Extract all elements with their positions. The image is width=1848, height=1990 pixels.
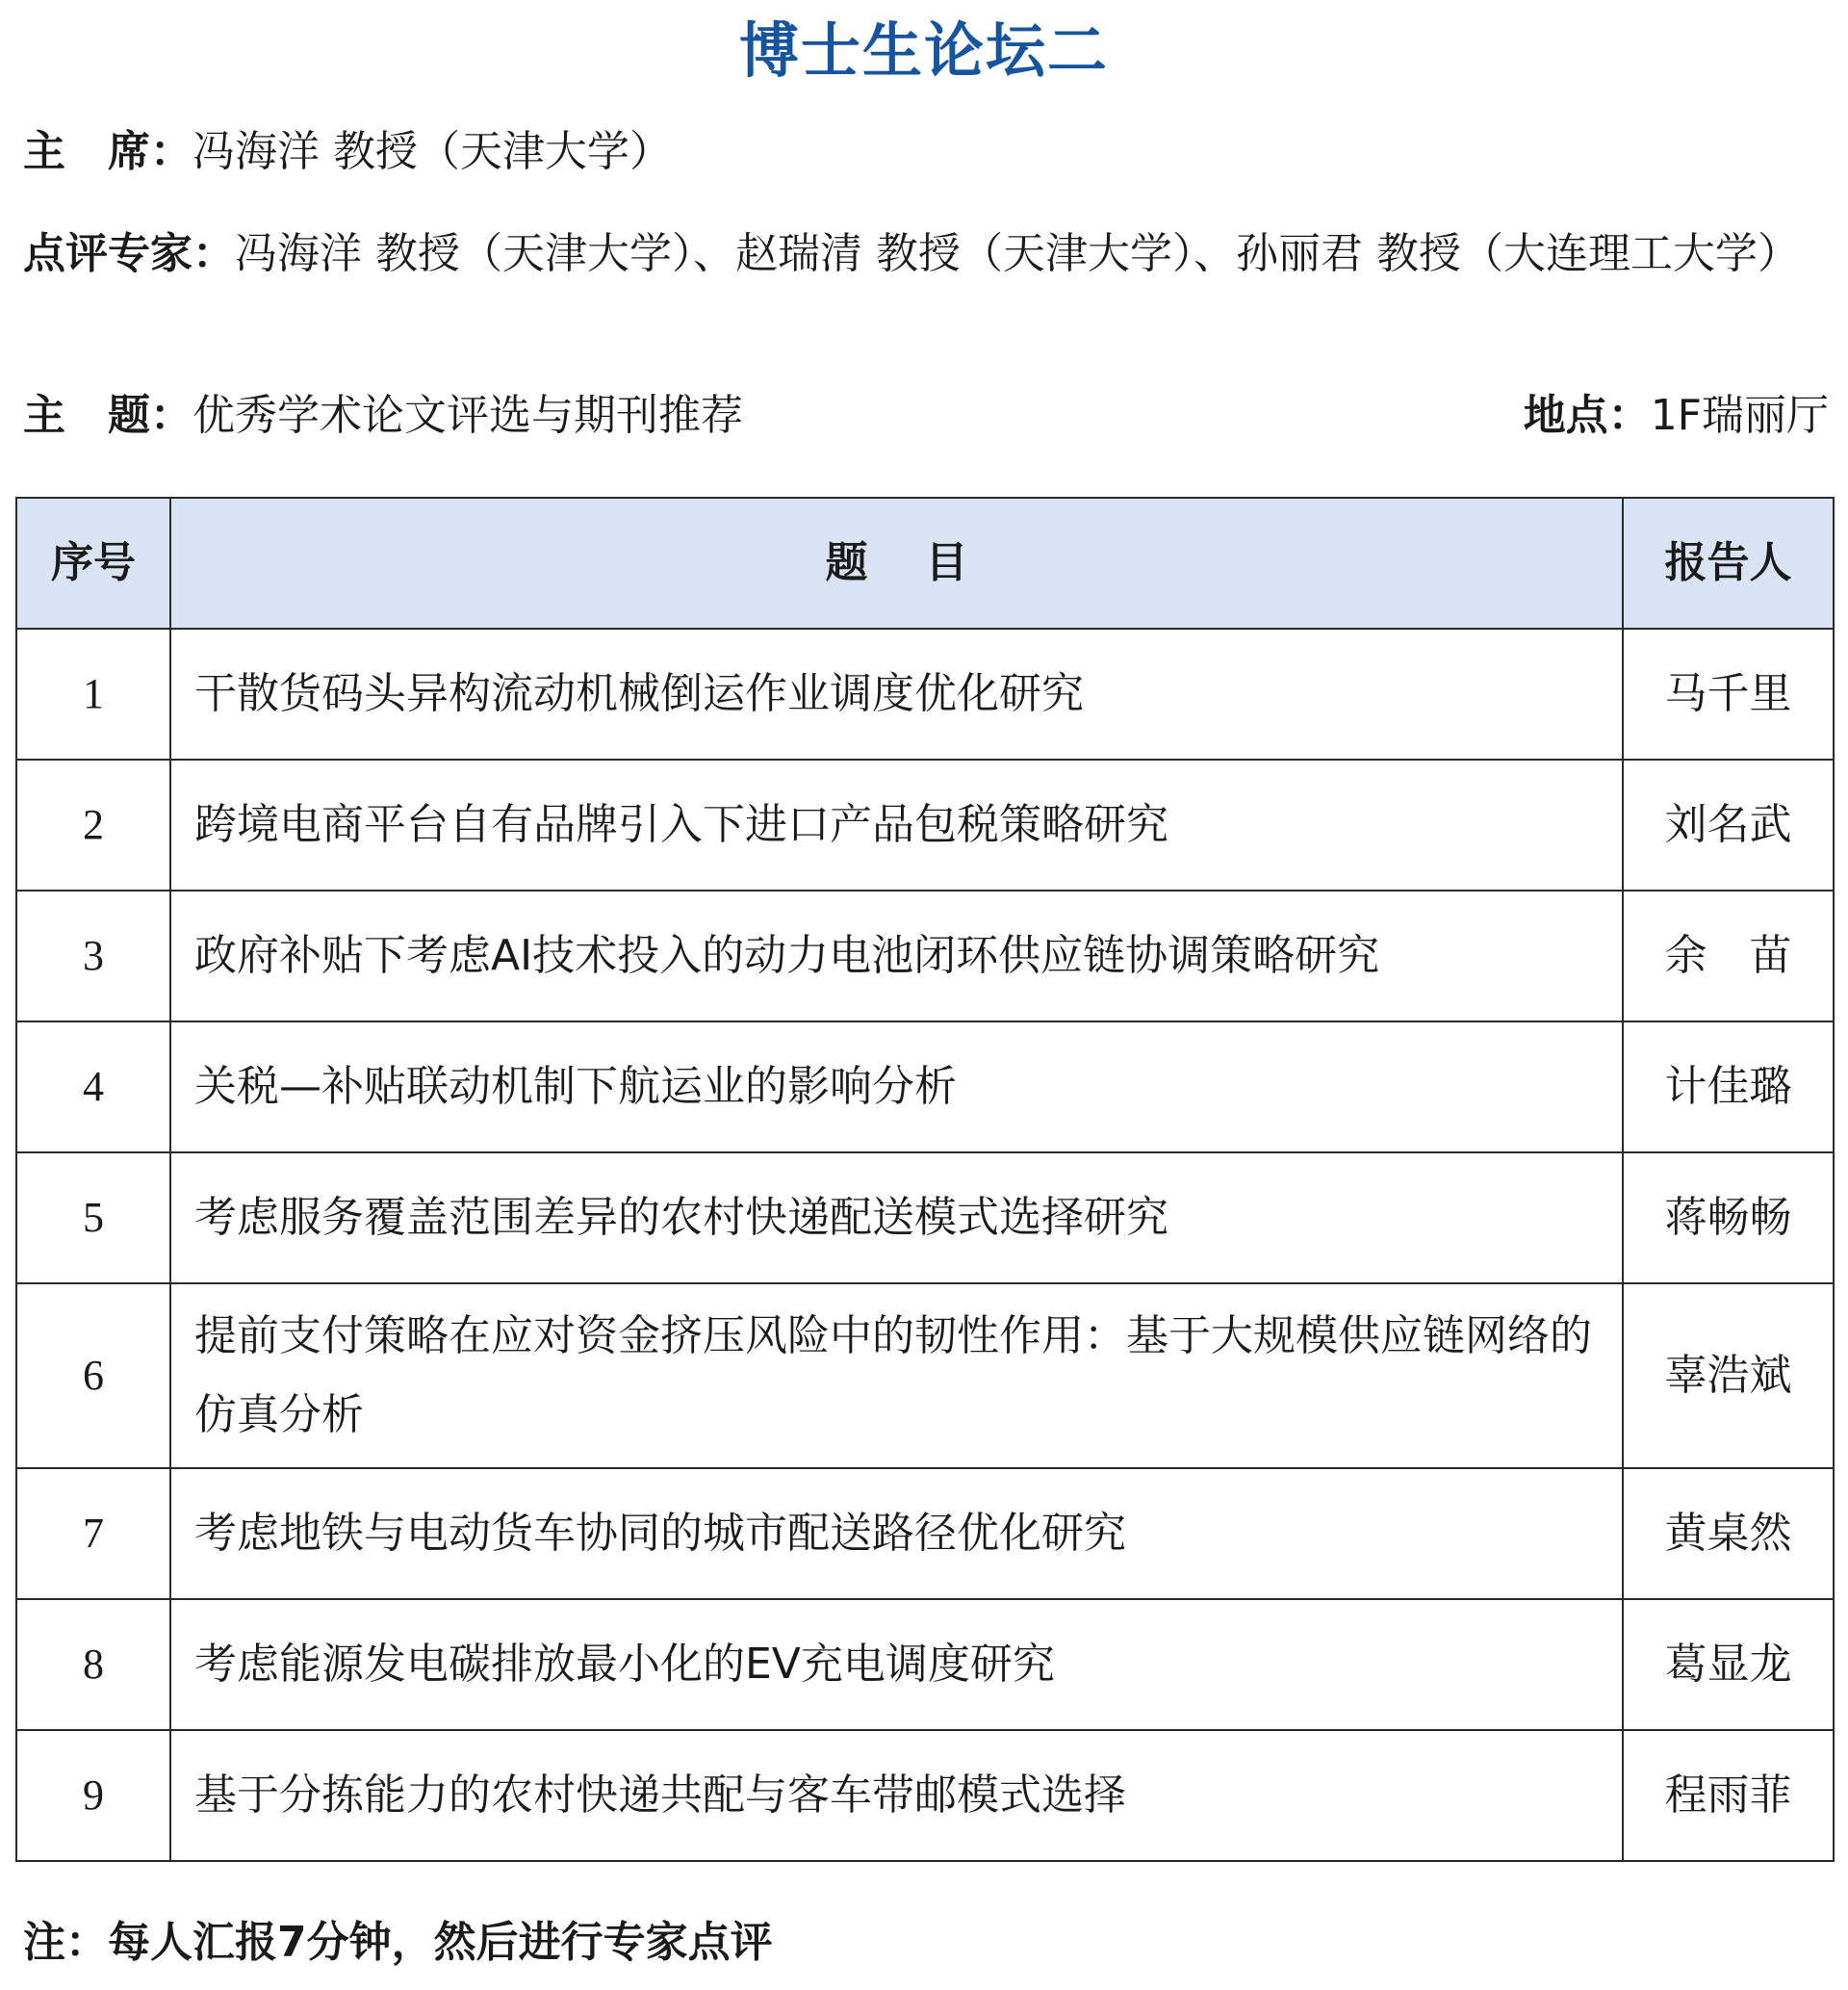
table-header-row [16, 498, 1834, 629]
table-row [16, 1599, 1834, 1730]
table-row [16, 891, 1834, 1021]
row-title: 关税—补贴联动机制下航运业的影响分析 [170, 1021, 1623, 1152]
row-title: 提前支付策略在应对资金挤压风险中的韧性作用：基于大规模供应链网络的仿真分析 [170, 1283, 1623, 1468]
table-row [16, 1468, 1834, 1599]
row-number: 4 [16, 1021, 170, 1152]
row-number: 8 [16, 1599, 170, 1730]
footer-note: 注：每人汇报7分钟，然后进行专家点评 [23, 1918, 773, 1967]
header-no: 序号 [16, 498, 170, 629]
row-number: 9 [16, 1730, 170, 1861]
table-row [16, 1283, 1834, 1468]
schedule-table [15, 497, 1835, 1862]
row-title: 干散货码头异构流动机械倒运作业调度优化研究 [170, 629, 1623, 760]
row-title: 政府补贴下考虑AI技术投入的动力电池闭环供应链协调策略研究 [170, 891, 1623, 1021]
header-speaker: 报告人 [1623, 498, 1834, 629]
header-title: 题目 [170, 498, 1623, 629]
row-number: 2 [16, 760, 170, 891]
chair-value: 冯海洋 教授（天津大学） [192, 127, 672, 176]
row-number: 5 [16, 1152, 170, 1283]
row-title: 考虑能源发电碳排放最小化的EV充电调度研究 [170, 1599, 1623, 1730]
row-number: 1 [16, 629, 170, 760]
row-number: 7 [16, 1468, 170, 1599]
row-speaker: 黄桌然 [1623, 1468, 1834, 1599]
table-row [16, 1152, 1834, 1283]
row-speaker: 刘名武 [1623, 760, 1834, 891]
row-title: 考虑地铁与电动货车协同的城市配送路径优化研究 [170, 1468, 1623, 1599]
row-title: 考虑服务覆盖范围差异的农村快递配送模式选择研究 [170, 1152, 1623, 1283]
topic-line [23, 387, 743, 445]
row-speaker: 计佳璐 [1623, 1021, 1834, 1152]
topic-value: 优秀学术论文评选与期刊推荐 [192, 391, 743, 440]
row-speaker: 余 苗 [1623, 891, 1834, 1021]
page-title: 博士生论坛二 [738, 15, 1109, 86]
location-label: 地点： [1523, 391, 1651, 440]
table-row [16, 1730, 1834, 1861]
row-speaker: 程雨菲 [1623, 1730, 1834, 1861]
chair-line [23, 123, 672, 181]
table-row [16, 1021, 1834, 1152]
experts-label: 点评专家： [23, 229, 235, 278]
chair-label: 主 席： [23, 127, 192, 176]
experts-value: 冯海洋 教授（天津大学）、赵瑞清 教授（天津大学）、孙丽君 教授（大连理工大学） [235, 229, 1800, 278]
table-row [16, 629, 1834, 760]
row-title: 跨境电商平台自有品牌引入下进口产品包税策略研究 [170, 760, 1623, 891]
experts-line [23, 210, 1833, 298]
row-speaker: 马千里 [1623, 629, 1834, 760]
row-speaker: 蒋畅畅 [1623, 1152, 1834, 1283]
topic-label: 主 题： [23, 391, 192, 440]
location-line [1524, 387, 1829, 445]
row-number: 6 [16, 1283, 170, 1468]
row-number: 3 [16, 891, 170, 1021]
row-speaker: 辜浩斌 [1623, 1283, 1834, 1468]
row-speaker: 葛显龙 [1623, 1599, 1834, 1730]
table-row [16, 760, 1834, 891]
row-title: 基于分拣能力的农村快递共配与客车带邮模式选择 [170, 1730, 1623, 1861]
location-value: 1F瑞丽厅 [1650, 391, 1829, 440]
